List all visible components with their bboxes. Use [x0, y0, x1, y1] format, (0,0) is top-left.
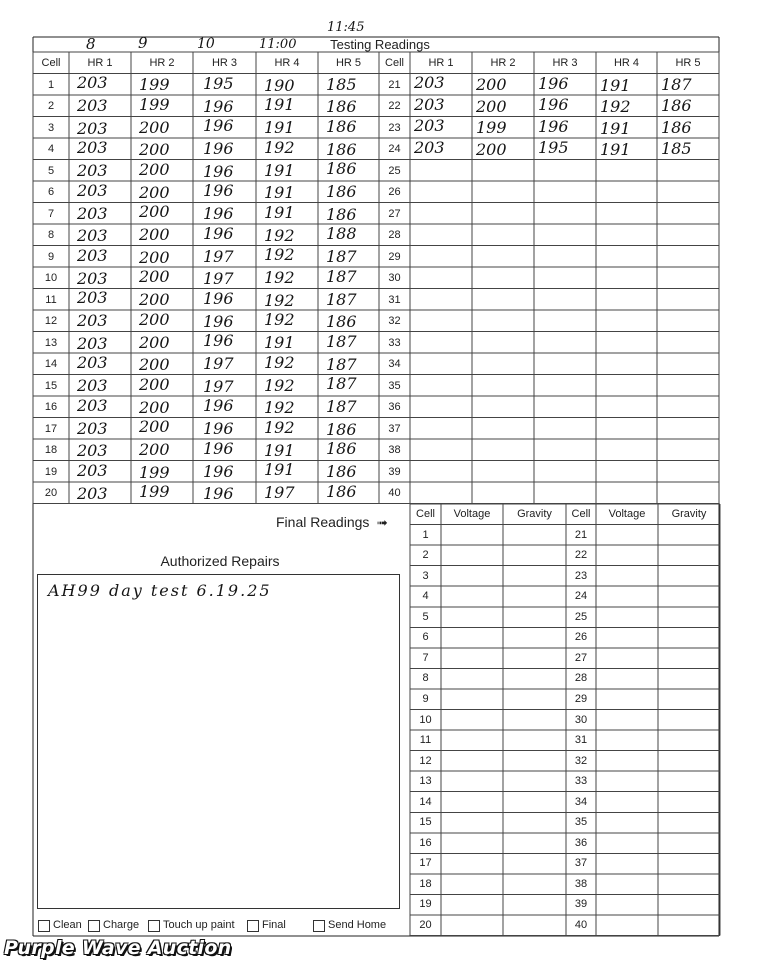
testing-reading: 203 [77, 180, 108, 200]
testing-reading: 199 [139, 75, 170, 95]
final-header-cell: Cell [416, 508, 435, 520]
testing-cell-number: 28 [388, 229, 401, 241]
testing-reading: 187 [326, 247, 357, 267]
final-header-cell: Cell [571, 508, 591, 520]
testing-cell-number: 20 [44, 487, 58, 499]
testing-reading: 196 [203, 288, 234, 308]
testing-cell-number: 27 [388, 207, 401, 220]
final-cell-number: 8 [422, 672, 429, 685]
testing-cell-number: 6 [47, 186, 55, 198]
final-cell-number: 21 [574, 528, 588, 541]
testing-reading: 200 [139, 397, 170, 417]
final-cell-number: 30 [574, 713, 588, 726]
testing-reading: 200 [139, 290, 170, 310]
final-cell-number: 15 [419, 816, 432, 829]
final-header-gravity: Gravity [671, 508, 707, 520]
testing-reading: 196 [203, 484, 234, 504]
testing-cell-number: 25 [388, 164, 401, 177]
testing-reading: 203 [77, 311, 108, 330]
final-cell-number: 20 [419, 919, 432, 931]
testing-reading: 203 [77, 226, 108, 246]
testing-reading: 185 [326, 74, 357, 94]
testing-cell-number: 23 [388, 121, 401, 134]
purple-wave-watermark: Purple Wave Auction [4, 937, 232, 959]
testing-reading: 200 [139, 202, 170, 222]
final-cell-number: 23 [574, 569, 588, 582]
final-cell-number: 18 [419, 877, 432, 890]
testing-reading: 196 [203, 204, 234, 224]
final-cell-number: 29 [574, 692, 588, 705]
header-note-8: 8 [86, 35, 96, 53]
testing-reading: 200 [139, 309, 170, 329]
final-cell-number: 25 [574, 610, 588, 623]
testing-reading: 192 [264, 375, 295, 395]
final-cell-number: 32 [574, 754, 588, 767]
testing-reading: 187 [326, 354, 357, 374]
testing-reading: 203 [414, 94, 445, 114]
testing-reading: 196 [203, 96, 234, 116]
testing-cell-number: 11 [45, 293, 57, 306]
final-header-voltage: Voltage [608, 508, 646, 520]
testing-reading: 186 [326, 159, 357, 179]
testing-reading: 191 [264, 118, 295, 138]
testing-reading: 191 [600, 75, 631, 95]
testing-reading: 200 [139, 332, 170, 352]
testing-reading: 199 [139, 462, 170, 482]
final-header-voltage: Voltage [453, 508, 491, 520]
testing-reading: 196 [538, 73, 569, 93]
final-cell-number: 40 [574, 919, 588, 931]
final-cell-number: 34 [574, 795, 588, 808]
final-cell-number: 6 [422, 631, 429, 644]
final-cell-number: 17 [419, 857, 432, 870]
testing-reading: 203 [77, 268, 108, 288]
checkbox-charge[interactable] [88, 920, 100, 932]
testing-reading: 203 [77, 418, 108, 438]
testing-reading: 191 [600, 118, 631, 138]
testing-reading: 192 [264, 225, 295, 245]
testing-reading: 197 [264, 483, 295, 502]
testing-reading: 203 [77, 353, 108, 373]
testing-reading: 196 [203, 331, 234, 351]
testing-cell-number: 12 [44, 315, 58, 327]
testing-cell-number: 16 [44, 401, 58, 413]
testing-cell-number: 4 [47, 143, 55, 155]
final-cell-number: 22 [574, 549, 588, 562]
testing-reading: 191 [264, 333, 295, 353]
testing-cell-number: 40 [388, 487, 401, 499]
testing-reading: 196 [203, 139, 234, 158]
testing-reading: 203 [77, 483, 108, 503]
testing-reading: 200 [476, 139, 507, 159]
testing-reading: 200 [139, 417, 170, 437]
testing-header-hr5: HR 5 [675, 57, 701, 69]
testing-reading: 203 [77, 138, 108, 158]
testing-reading: 199 [139, 482, 170, 502]
testing-cell-number: 17 [44, 422, 58, 435]
testing-cell-number: 10 [44, 272, 58, 284]
testing-reading: 197 [203, 246, 234, 266]
testing-reading: 191 [264, 202, 295, 222]
final-cell-number: 35 [574, 816, 588, 829]
testing-reading: 191 [264, 460, 295, 480]
testing-cell-number: 18 [44, 444, 58, 456]
testing-header-hr1: HR 1 [428, 57, 454, 69]
testing-cell-number: 21 [388, 78, 401, 91]
final-cell-number: 10 [419, 713, 432, 726]
testing-reading: 203 [77, 460, 108, 480]
final-cell-number: 14 [419, 795, 432, 808]
testing-reading: 203 [414, 137, 445, 157]
testing-cell-number: 35 [388, 379, 401, 392]
testing-header-hr2: HR 2 [149, 57, 175, 69]
final-cell-number: 1 [422, 528, 429, 541]
testing-reading: 199 [476, 118, 507, 138]
checkbox-label: Final [262, 919, 286, 931]
testing-reading: 200 [139, 440, 170, 459]
testing-reading: 196 [203, 396, 234, 416]
testing-reading: 185 [661, 139, 692, 158]
testing-cell-number: 37 [388, 422, 401, 435]
testing-cell-number: 36 [388, 401, 401, 413]
testing-reading: 187 [326, 266, 357, 286]
testing-reading: 192 [264, 310, 295, 330]
testing-reading: 195 [203, 73, 234, 93]
testing-reading: 186 [326, 312, 357, 332]
testing-reading: 199 [139, 94, 170, 114]
testing-reading: 200 [139, 374, 170, 394]
final-cell-number: 36 [574, 836, 588, 849]
testing-header-hr3: HR 3 [211, 57, 238, 69]
final-cell-number: 13 [419, 775, 432, 788]
testing-header-hr4: HR 4 [613, 57, 640, 69]
header-note-1100: 11:00 [259, 37, 297, 52]
testing-cell-number: 7 [47, 207, 55, 220]
testing-reading: 203 [77, 203, 108, 223]
testing-reading: 196 [203, 311, 234, 331]
final-cell-number: 31 [574, 734, 588, 747]
testing-reading: 196 [203, 438, 234, 458]
testing-cell-number: 31 [388, 293, 401, 306]
authorized-repairs-box[interactable] [37, 574, 400, 909]
testing-reading: 197 [203, 376, 234, 396]
checkbox-send-home[interactable] [313, 920, 325, 932]
testing-reading: 187 [326, 331, 357, 351]
testing-header-hr2: HR 2 [490, 57, 516, 69]
testing-reading: 186 [326, 116, 357, 136]
testing-reading: 196 [203, 419, 234, 439]
testing-cell-number: 9 [47, 250, 55, 263]
testing-reading: 186 [326, 419, 357, 439]
testing-cell-number: 39 [388, 465, 401, 478]
testing-reading: 203 [77, 96, 108, 115]
testing-header-hr4: HR 4 [274, 57, 300, 69]
testing-reading: 186 [326, 139, 357, 159]
testing-reading: 192 [600, 97, 631, 117]
testing-reading: 186 [326, 204, 357, 224]
testing-reading: 200 [139, 182, 170, 202]
testing-reading: 186 [661, 96, 692, 115]
final-cell-number: 38 [574, 877, 588, 890]
testing-reading: 191 [264, 440, 295, 460]
testing-reading: 192 [264, 398, 295, 418]
testing-reading: 200 [476, 75, 507, 95]
testing-cell-number: 1 [47, 78, 55, 91]
testing-header-hr5: HR 5 [335, 57, 362, 69]
testing-cell-number: 22 [388, 100, 401, 112]
final-cell-number: 9 [422, 692, 429, 705]
testing-reading: 196 [203, 116, 234, 136]
final-cell-number: 7 [422, 651, 429, 664]
checkbox-label: Clean [53, 919, 82, 931]
checkbox-touch-up-paint[interactable] [148, 920, 160, 932]
final-cell-number: 16 [419, 836, 432, 849]
testing-cell-number: 13 [44, 336, 58, 349]
testing-cell-number: 5 [47, 164, 55, 177]
testing-reading: 192 [264, 352, 295, 372]
testing-reading: 186 [326, 97, 357, 117]
testing-header-cell: Cell [385, 57, 404, 69]
testing-cell-number: 24 [388, 143, 401, 155]
checkbox-final[interactable] [247, 920, 259, 932]
final-cell-number: 5 [422, 610, 429, 623]
testing-reading: 191 [600, 140, 631, 160]
testing-reading: 192 [264, 245, 295, 265]
testing-reading: 200 [139, 159, 170, 179]
testing-reading: 203 [414, 116, 445, 136]
testing-reading: 187 [661, 74, 692, 94]
final-cell-number: 3 [422, 569, 429, 582]
testing-reading: 200 [139, 355, 170, 375]
header-note-9: 9 [138, 34, 148, 52]
testing-cell-number: 33 [388, 336, 401, 349]
testing-reading: 203 [77, 395, 108, 415]
final-cell-number: 12 [419, 754, 432, 767]
testing-reading: 200 [139, 140, 170, 160]
testing-reading: 187 [326, 397, 357, 416]
final-cell-number: 27 [574, 651, 588, 664]
testing-reading: 197 [203, 269, 234, 289]
testing-reading: 187 [326, 374, 357, 394]
header-note-10: 10 [197, 36, 215, 52]
testing-reading: 203 [77, 333, 108, 353]
testing-reading: 203 [77, 376, 108, 396]
testing-reading: 203 [77, 288, 108, 308]
testing-reading: 191 [264, 95, 295, 115]
testing-reading: 200 [139, 225, 170, 244]
testing-reading: 196 [538, 95, 569, 115]
testing-cell-number: 32 [388, 315, 401, 327]
testing-readings-title: Testing Readings [330, 37, 430, 52]
final-readings-title-row [276, 514, 388, 532]
testing-reading: 186 [326, 439, 357, 459]
testing-reading: 186 [326, 481, 357, 501]
testing-reading: 196 [203, 461, 234, 481]
header-note-1145: 11:45 [327, 20, 365, 35]
testing-reading: 196 [203, 161, 234, 181]
final-cell-number: 19 [419, 898, 432, 911]
testing-cell-number: 19 [44, 465, 58, 478]
testing-reading: 192 [264, 417, 295, 437]
final-cell-number: 11 [419, 734, 432, 747]
arrow-right-icon: ➟ [376, 515, 388, 530]
testing-reading: 196 [203, 181, 234, 201]
testing-header-cell: Cell [41, 57, 61, 69]
final-readings-title: Final Readings [276, 514, 370, 530]
testing-reading: 203 [77, 118, 108, 138]
testing-reading: 187 [326, 289, 357, 309]
checkbox-label: Charge [103, 919, 140, 931]
testing-reading: 203 [77, 161, 108, 181]
checkbox-label: Send Home [328, 919, 387, 931]
final-cell-number: 2 [422, 549, 429, 562]
testing-cell-number: 2 [47, 100, 55, 112]
testing-reading: 190 [264, 75, 295, 95]
final-cell-number: 37 [574, 857, 588, 870]
testing-reading: 196 [538, 116, 569, 136]
final-cell-number: 39 [574, 898, 588, 911]
testing-reading: 192 [264, 290, 295, 310]
testing-reading: 196 [203, 223, 234, 243]
checkbox-clean[interactable] [38, 920, 50, 932]
testing-reading: 192 [264, 268, 295, 287]
testing-reading: 192 [264, 137, 295, 157]
testing-reading: 200 [476, 96, 507, 116]
testing-cell-number: 38 [388, 444, 401, 456]
testing-reading: 186 [326, 462, 357, 482]
testing-reading: 191 [264, 183, 295, 203]
testing-header-hr1: HR 1 [87, 57, 113, 69]
testing-reading: 203 [77, 245, 108, 265]
testing-cell-number: 8 [47, 229, 55, 241]
testing-reading: 200 [139, 267, 170, 287]
testing-cell-number: 14 [44, 358, 58, 370]
testing-reading: 188 [326, 224, 357, 244]
testing-cell-number: 34 [388, 358, 401, 370]
testing-reading: 203 [77, 73, 108, 93]
testing-reading: 197 [203, 354, 234, 373]
testing-cell-number: 29 [388, 250, 401, 263]
authorized-repairs-note: AH99 day test 6.19.25 [48, 581, 272, 600]
testing-cell-number: 30 [388, 272, 401, 284]
final-header-gravity: Gravity [517, 508, 552, 520]
testing-reading: 195 [538, 138, 569, 158]
checkbox-label: Touch up paint [163, 919, 235, 931]
testing-reading: 200 [139, 117, 170, 137]
testing-reading: 186 [326, 182, 357, 201]
final-cell-number: 4 [422, 590, 429, 603]
testing-reading: 203 [414, 73, 445, 93]
authorized-repairs-title: Authorized Repairs [160, 553, 280, 569]
final-cell-number: 26 [574, 631, 588, 644]
testing-reading: 200 [139, 247, 170, 267]
final-cell-number: 33 [574, 775, 588, 788]
testing-reading: 186 [661, 117, 692, 137]
testing-header-hr3: HR 3 [552, 57, 578, 69]
testing-reading: 203 [77, 441, 108, 461]
testing-cell-number: 15 [44, 379, 58, 392]
testing-cell-number: 26 [388, 186, 401, 198]
testing-reading: 191 [264, 160, 295, 180]
testing-cell-number: 3 [47, 121, 55, 134]
final-cell-number: 28 [574, 672, 588, 685]
final-cell-number: 24 [574, 590, 588, 603]
